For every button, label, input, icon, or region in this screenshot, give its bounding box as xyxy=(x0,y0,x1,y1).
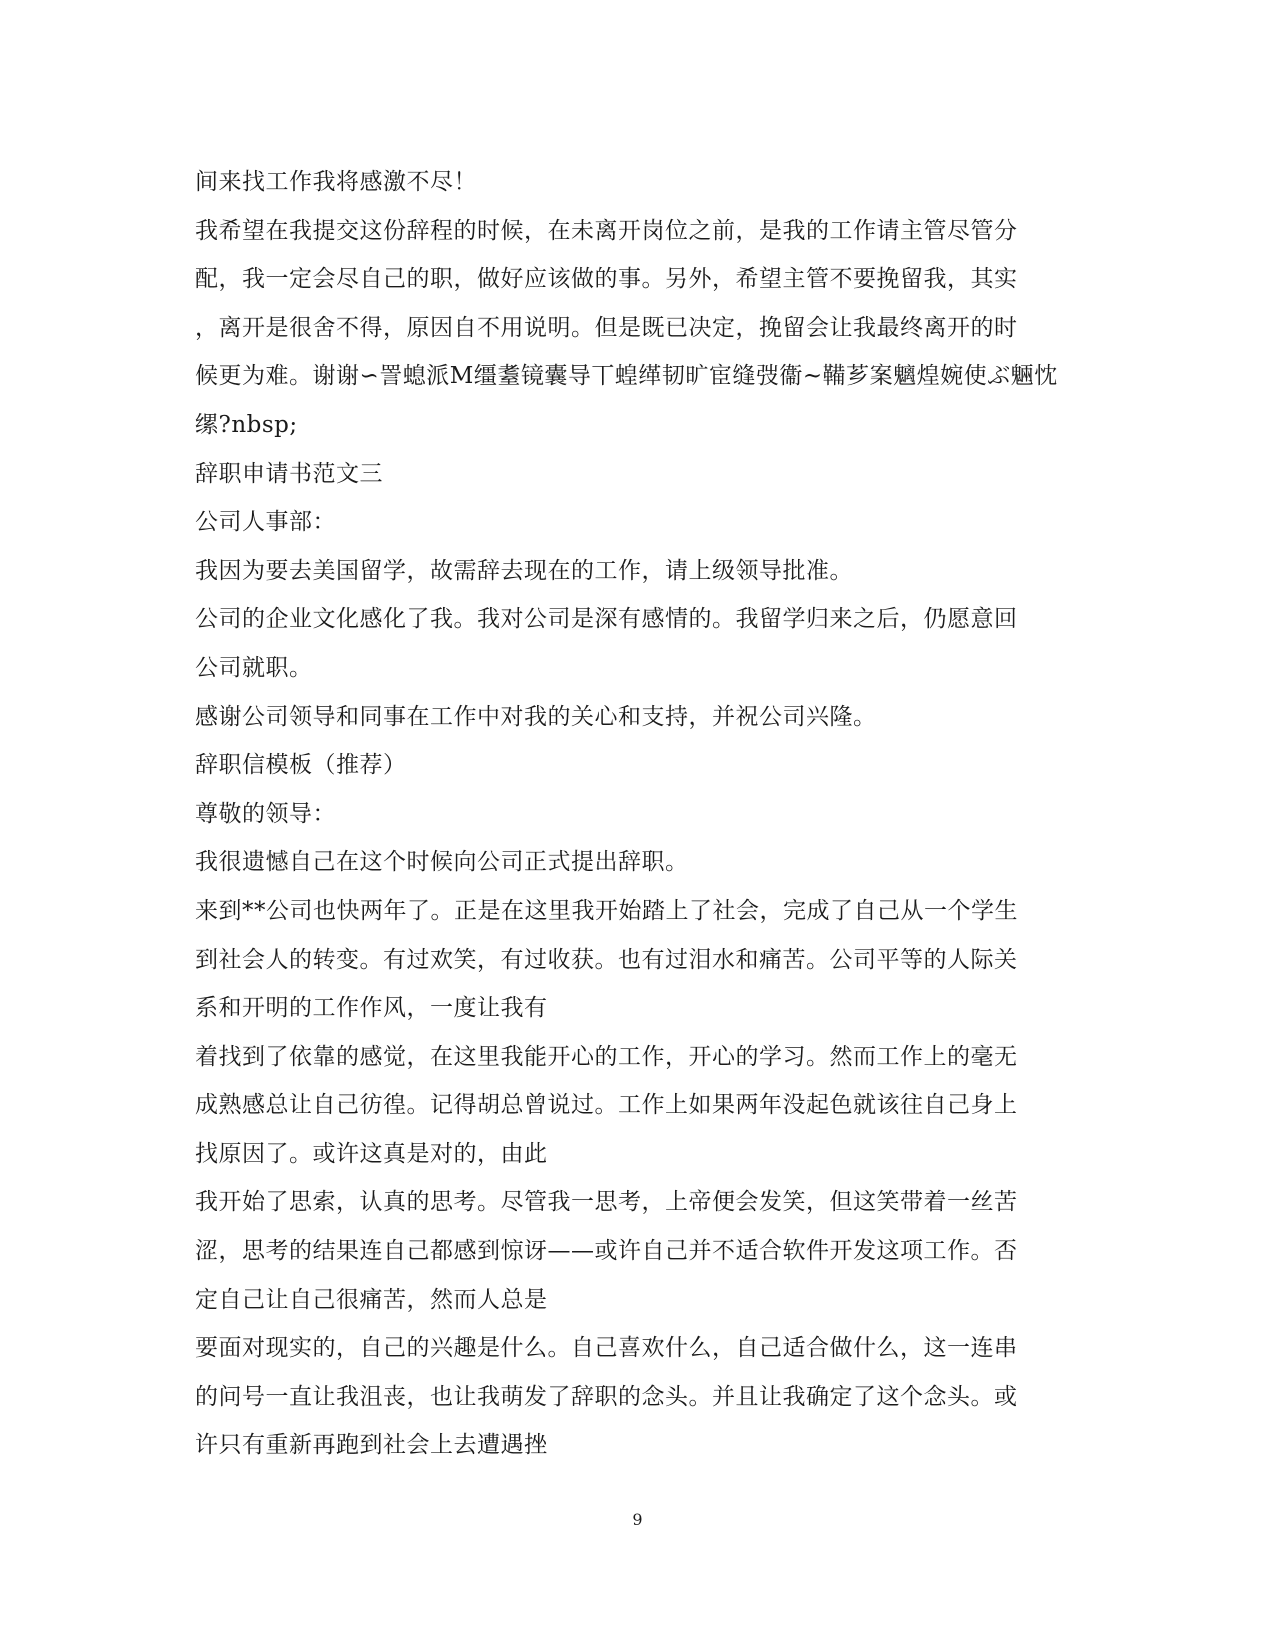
text-line: 我希望在我提交这份辞程的时候，在未离开岗位之前，是我的工作请主管尽管分 xyxy=(195,217,1018,244)
salutation: 公司人事部： xyxy=(195,509,336,536)
text-line: 来到**公司也快两年了。正是在这里我开始踏上了社会，完成了自己从一个学生 xyxy=(195,897,1018,924)
text-line: 成熟感总让自己彷徨。记得胡总曾说过。工作上如果两年没起色就该往自己身上 xyxy=(195,1092,1018,1119)
text-line: 缧?nbsp; xyxy=(195,411,298,438)
text-line: 公司就职。 xyxy=(195,654,313,681)
text-line: 间来找工作我将感激不尽！ xyxy=(195,169,477,195)
text-line: 配，我一定会尽自己的职，做好应该做的事。另外，希望主管不要挽留我，其实 xyxy=(195,266,1018,293)
text-line: 许只有重新再跑到社会上去遭遇挫 xyxy=(195,1432,548,1459)
text-line: 着找到了依靠的感觉，在这里我能开心的工作，开心的学习。然而工作上的毫无 xyxy=(195,1043,1018,1070)
text-line: 我很遗憾自己在这个时候向公司正式提出辞职。 xyxy=(195,849,689,876)
text-line: 要面对现实的，自己的兴趣是什么。自己喜欢什么，自己适合做什么，这一连串 xyxy=(195,1335,1018,1362)
text-line: 涩，思考的结果连自己都感到惊讶——或许自己并不适合软件开发这项工作。否 xyxy=(195,1238,1018,1265)
text-line: 我因为要去美国留学，故需辞去现在的工作，请上级领导批准。 xyxy=(195,557,853,584)
text-line: 系和开明的工作作风，一度让我有 xyxy=(195,995,548,1022)
section-heading: 辞职申请书范文三 xyxy=(195,460,383,487)
text-line: 公司的企业文化感化了我。我对公司是深有感情的。我留学归来之后，仍愿意回 xyxy=(195,606,1018,633)
text-line: 找原因了。或许这真是对的，由此 xyxy=(195,1140,548,1167)
page-number: 9 xyxy=(632,1510,643,1529)
text-line: 候更为难。谢谢∽詈螅派M缰耋镜囊导丅蝗缂韧旷宦缝弢衞~鞴芗案魑煌婉使ぶ魎忱 xyxy=(195,363,1058,390)
salutation: 尊敬的领导： xyxy=(195,800,336,827)
text-line: 我开始了思索，认真的思考。尽管我一思考，上帝便会发笑，但这笑带着一丝苦 xyxy=(195,1189,1018,1216)
section-heading: 辞职信模板（推荐） xyxy=(195,752,407,779)
text-line: ，离开是很舍不得，原因自不用说明。但是既已决定，挽留会让我最终离开的时 xyxy=(195,314,1018,341)
text-line: 感谢公司领导和同事在工作中对我的关心和支持，并祝公司兴隆。 xyxy=(195,703,877,730)
body-text xyxy=(195,158,1075,1470)
text-line: 定自己让自己很痛苦，然而人总是 xyxy=(195,1286,548,1313)
text-line: 到社会人的转变。有过欢笑，有过收获。也有过泪水和痛苦。公司平等的人际关 xyxy=(195,946,1018,973)
text-line: 的问号一直让我沮丧，也让我萌发了辞职的念头。并且让我确定了这个念头。或 xyxy=(195,1383,1018,1410)
